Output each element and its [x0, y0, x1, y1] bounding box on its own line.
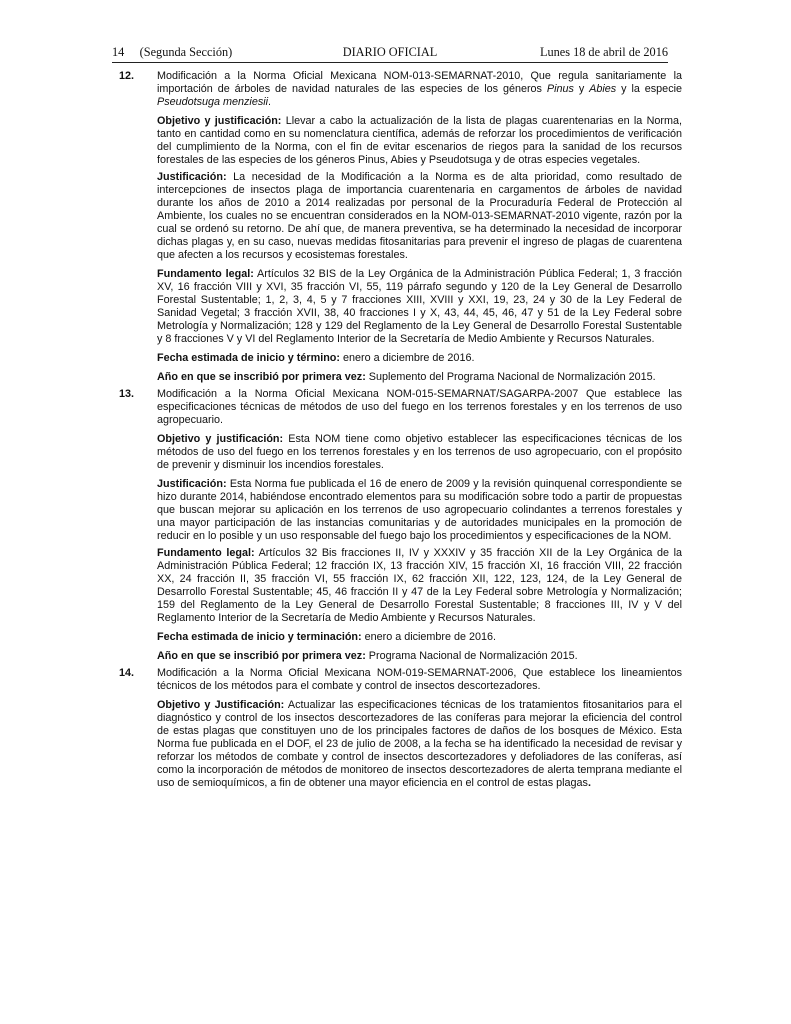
objective-label: Objetivo y Justificación: — [157, 699, 285, 711]
header-date: Lunes 18 de abril de 2016 — [539, 45, 668, 59]
registration-year-paragraph — [157, 650, 682, 663]
species-name: Pseudotsuga menziesii — [157, 96, 269, 108]
legal-basis-paragraph — [157, 547, 682, 625]
justification-text: Esta Norma fue publicada el 16 de enero de 2009 y la revisión quinquenal correspondiente se hizo durante 2014, habiéndose encontrado elementos para su modificación sobre todo a partir de propuestas que buscan mejorar su aplicación en los terrenos de uso agropecuario colindantes a terrenos forestales y una mayor participación de las instancias comunitarias y de autoridades municipales en la promoción de reducir en lo posible y un uso responsable del fuego bajo los procedimientos y especificaciones de la NOM. — [157, 478, 682, 542]
legal-basis-paragraph — [157, 268, 682, 346]
objective-paragraph — [157, 433, 682, 472]
date-paragraph — [157, 631, 682, 644]
legal-basis-text: Artículos 32 BIS de la Ley Orgánica de la Administración Pública Federal; 1, 3 fracción XV, 16 fracción VIII y XVI, 35 fracción VI, 55, 119 párrafo segundo y 120 de la Ley General de Desarrollo Forestal Sustentable; 1, 2, 3, 4, 5 y 7 fracciones XIII, XVIII y XXI, 19, 23, 24 y 30 de la Ley Federal de Sanidad Vegetal; 3 fracción XVII, 38, 40 fracciones I y X, 43, 44, 45, 46, 47 y 51 de la Ley Federal sobre Metrología y Normalización; 128 y 129 del Reglamento de la Ley General de Desarrollo Forestal Sustentable y 8 fracciones V y VI del Reglamento Interior de la Secretaría de Medio Ambiente y Recursos Naturales. — [157, 268, 682, 345]
title-text: y la especie — [616, 83, 682, 95]
legal-basis-text: Artículos 32 Bis fracciones II, IV y XXXIV y 35 fracción XII de la Ley Orgánica de la Administración Pública Federal; 12 fracción IX, 13 fracción XIV, 15 fracción XI, 16 fracción VIII, 22 fracción XX, 24 fracción II, 35 fracción VI, 55 fracción IX, 62 fracción XII, 122, 123, 124, de la Ley General de Desarrollo Forestal Sustentable; 45, 46 fracción II y 47 de la Ley Federal sobre Metrología y Normalización; 159 del Reglamento de la Ley General de Desarrollo Forestal Sustentable; 8 fracciones III, IV y V del Reglamento Interior de la Secretaría de Medio Ambiente y Recursos Naturales. — [157, 547, 682, 624]
genus-name: Pinus — [546, 83, 574, 95]
objective-label: Objetivo y justificación: — [157, 433, 284, 445]
list-item — [119, 70, 682, 384]
date-paragraph — [157, 352, 682, 365]
legal-basis-label: Fundamento legal: — [157, 268, 254, 280]
header-page-section: 14 (Segunda Sección) — [112, 45, 233, 59]
justification-label: Justificación: — [157, 478, 227, 490]
item-number: 13. — [119, 388, 135, 400]
item-title: Modificación a la Norma Oficial Mexicana NOM-015-SEMARNAT/SAGARPA-2007 Que establece las especificaciones técnicas de métodos de uso del fuego en los terrenos forestales y en los terrenos de uso agropecuario. — [157, 388, 682, 426]
list-item — [119, 388, 682, 663]
title-text: y — [573, 83, 590, 95]
objective-text: Esta NOM tiene como objetivo establecer las especificaciones técnicas de los métodos de uso del fuego en los terrenos forestales y en los terrenos de uso agropecuario, con el propósito de prevenir y disminuir los incendios forestales. — [157, 433, 682, 471]
list-item — [119, 667, 682, 790]
title-text: . — [268, 96, 272, 108]
date-label: Fecha estimada de inicio y término: — [157, 352, 340, 364]
objective-paragraph — [157, 699, 682, 790]
item-number: 14. — [119, 667, 135, 679]
registration-year-text: Suplemento del Programa Nacional de Normalización 2015. — [365, 371, 656, 383]
objective-text: Llevar a cabo la actualización de la lista de plagas cuarentenarias en la Norma, tanto en cantidad como en su nomenclatura científica, además de reforzar los procedimientos de verificación del cumplimiento de la Norma, con el fin de evitar escenarios de riegos para la sanidad de los recursos forestales de las especies de los géneros Pinus, Abies y Pseudotsuga y de otras especies vegetales. — [157, 115, 682, 166]
date-text: enero a diciembre de 2016. — [361, 631, 497, 643]
justification-label: Justificación: — [157, 171, 227, 183]
date-text: enero a diciembre de 2016. — [340, 352, 475, 364]
item-content — [157, 70, 682, 384]
item-title — [157, 70, 682, 109]
title-text: Modificación a la Norma Oficial Mexicana NOM-013-SEMARNAT-2010, Que regula sanitariamente la importación de árboles de navidad naturales de las especies de los géneros — [157, 70, 682, 95]
legal-basis-label: Fundamento legal: — [157, 547, 255, 559]
page-header — [112, 44, 668, 60]
justification-text: La necesidad de la Modificación a la Norma es de alta prioridad, como resultado de intercepciones de insectos plaga de importancia cuarentenaria en cargamentos de árboles de navidad durante los años de 2010 a 2014 realizadas por personal de la Procuraduría Federal de Protección al Ambiente, los cuales no se encuentran considerados en la NOM-013-SEMARNAT-2010 vigente, razón por la cual se ordenó su retorno. De ahí que, de manera preventiva, se ha determinado la necesidad de incorporar dichas plagas y, en su caso, nuevas medidas fitosanitarias para prevenir el ingreso de plagas de cuarentena que afecten a los recursos y ecosistemas forestales. — [157, 171, 682, 261]
date-label: Fecha estimada de inicio y terminación: — [157, 631, 362, 643]
header-divider — [112, 62, 668, 63]
item-content — [157, 388, 682, 663]
registration-year-label: Año en que se inscribió por primera vez: — [157, 371, 366, 383]
objective-text: Actualizar las especificaciones técnicas de los tratamientos fitosanitarios para el diagnóstico y control de los insectos descortezadores de las coníferas para mejorar la eficiencia del control de estas plagas que constituyen uno de los principales factores de daños de los bosques de México. Esta Norma fue publicada en el DOF, el 23 de julio de 2008, a la fecha se ha identificado la necesidad de revisar y reforzar los métodos de combate y control de insectos descortezadores y defoliadores de las coníferas, así como la incorporación de métodos de monitoreo de insectos descortezadores de alerta temprana mediante el uso de semioquímicos, a fin de obtener una mayor eficiencia en el control de estas plagas — [157, 699, 682, 789]
genus-name: Abies — [589, 83, 617, 95]
objective-label: Objetivo y justificación: — [157, 115, 282, 127]
document-body — [119, 70, 682, 790]
objective-paragraph — [157, 115, 682, 167]
justification-paragraph — [157, 478, 682, 543]
item-content — [157, 667, 682, 790]
registration-year-text: Programa Nacional de Normalización 2015. — [365, 650, 578, 662]
header-publication-title: DIARIO OFICIAL — [342, 45, 438, 59]
registration-year-paragraph — [157, 371, 682, 384]
objective-end: . — [587, 777, 591, 789]
item-number: 12. — [119, 70, 135, 82]
justification-paragraph — [157, 171, 682, 262]
registration-year-label: Año en que se inscribió por primera vez: — [157, 650, 366, 662]
item-title: Modificación a la Norma Oficial Mexicana NOM-019-SEMARNAT-2006, Que establece los lineamientos técnicos de los métodos para el combate y control de insectos descortezadores. — [157, 667, 682, 692]
